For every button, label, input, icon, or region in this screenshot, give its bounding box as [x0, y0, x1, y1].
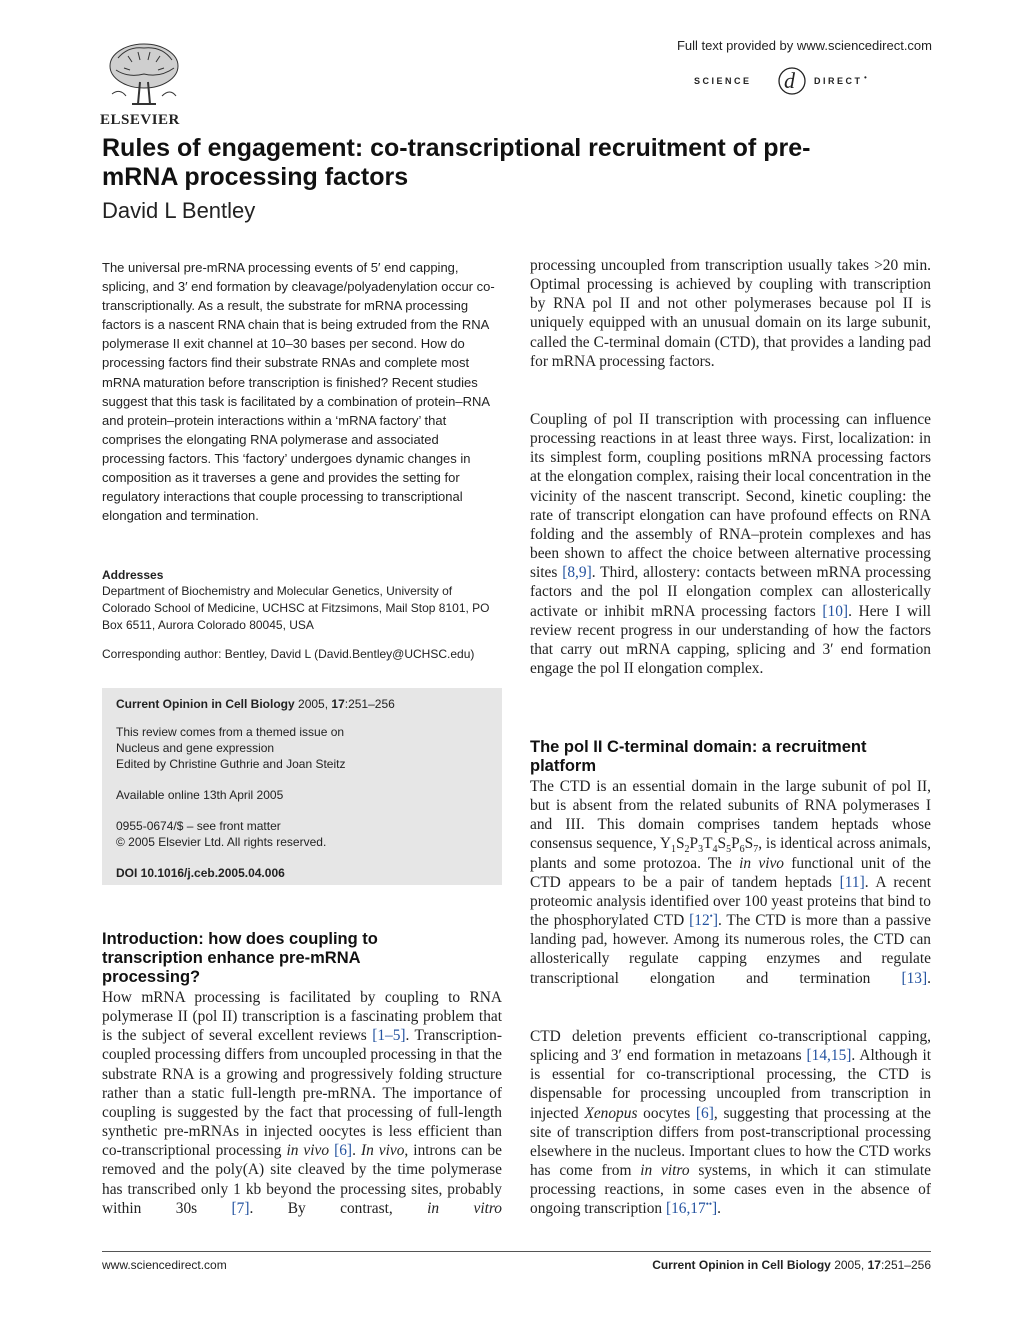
ctd-heading: The pol II C-terminal domain: a recruitment platform: [530, 738, 867, 775]
ref-link: [8,9]: [562, 564, 592, 582]
footer-divider: [102, 1251, 931, 1252]
article-author: David L Bentley: [102, 198, 256, 223]
citation-line: [116, 696, 486, 712]
ref-link: [6]: [334, 1142, 353, 1160]
svg-text:SCIENCE: SCIENCE: [694, 76, 752, 86]
journal-name: Current Opinion in Cell Biology: [116, 697, 295, 711]
footer-volume: 17: [867, 1258, 881, 1272]
abstract: The universal pre-mRNA processing events of 5′ end capping, splicing, and 3′ end formation by cleavage/polyadenylation occur co-transcriptionally. As a result, the substrate for mRNA processing factors is a nascent RNA chain that is being extruded from the RNA polymerase II exit channel at 10–30 bases per second. How do processing factors find their substrate RNAs and complete most mRNA maturation before transcription is finished? Recent studies suggest that this task is facilitated by a combination of protein–RNA and protein–protein interactions within a ‘mRNA factory’ that comprises the elongating RNA polymerase and associated processing factors. This ‘factory’ undergoes dynamic changes in composition as it traverses a gene and provides the setting for regulatory interactions that couple processing to transcriptional elongation and termination.: [102, 260, 495, 524]
publisher-wordmark: ELSEVIER: [100, 112, 180, 128]
footer-pages: :251–256: [880, 1258, 931, 1272]
copyright-line: © 2005 Elsevier Ltd. All rights reserved.: [116, 835, 327, 849]
ref-link: [14,15]: [806, 1047, 852, 1065]
intro-heading: Introduction: how does coupling to transcription enhance pre-mRNA processing?: [102, 930, 378, 986]
citation-pages: :251–256: [344, 697, 395, 711]
sciencedirect-logo: [694, 62, 874, 102]
full-text-note[interactable]: Full text provided by www.sciencedirect.com: [676, 38, 932, 53]
svg-text:d: d: [784, 68, 795, 93]
ref-link: [12•]: [689, 910, 718, 930]
footer-journal: Current Opinion in Cell Biology: [652, 1258, 831, 1272]
addresses-heading: Addresses: [102, 568, 164, 582]
corresponding-author: Corresponding author: Bentley, David L (David.Bentley@UCHSC.edu): [102, 647, 475, 661]
ref-link: [7]: [231, 1199, 250, 1217]
svg-text:DIRECT: DIRECT: [814, 76, 863, 86]
ref-link: [1–5]: [372, 1027, 406, 1045]
theme-line-2: Nucleus and gene expression: [116, 741, 275, 755]
ref-link: [6]: [695, 1104, 714, 1122]
right-paragraph-2: Coupling of pol II transcription with processing can influence processing reactions in at least three ways. First, localization: in its simplest form, coupling positions mRNA processing factors at the elongation complex, raising their local concentration in the vicinity of the nascent transcript. Second, kinetic coupling: the rate of transcript elongation can have profound effects on RNA folding and the assembly of RNA–protein complexes and has been shown to affect the choice between alternative processing sites [8,9]. Third, allostery: contacts between mRNA processing factors and the pol II elongation complex can allosterically activate or inhibit mRNA processing factors [10]. Here I will review recent progress in our understanding of how the factors that carry out mRNA capping, splicing and 3′ end formation engage the pol II elongation complex.: [530, 411, 931, 678]
article-info-box: [102, 688, 502, 885]
issn-line: 0955-0674/$ – see front matter: [116, 819, 281, 833]
right-paragraph-4: CTD deletion prevents efficient co-transcriptional capping, splicing and 3′ end formation in metazoans [14,15]. Although it is essential for co-transcriptional processing, the CTD is dispensable for processing uncoupled from transcription in injected Xenopus oocytes [6], suggesting that processing at the site of transcription differs from post-transcriptional processing elsewhere in the nucleus. Important clues to how the CTD works has come from in vitro systems, in which it can stimulate processing reactions, in some cases even in the absence of ongoing transcription [16,17••].: [530, 1028, 931, 1218]
ref-link: [11]: [839, 873, 865, 891]
ref-link: [16,17••]: [665, 1199, 718, 1218]
right-paragraph-3: The CTD is an essential domain in the large subunit of pol II, but is absent from the related subunits of RNA polymerases I and III. This domain comprises tandem heptads whose consensus sequence, $Y_1S_2P_3T_4S_5P_6S_7$, is identical across animals, plants and some protozoa. The in vivo functional unit of the CTD appears to be a pair of tandem heptads [11]. A recent proteomic analysis identified over 100 yeast proteins that bind to the phosphorylated CTD [12•]. The CTD is more than a passive landing pad, however. Among its numerous roles, the CTD can allosterically regulate capping enzymes and regulate transcriptional elongation and termination [13].: [530, 778, 932, 987]
citation-volume: 17: [331, 697, 345, 711]
footer-year: 2005,: [834, 1258, 865, 1272]
article-title: Rules of engagement: co-transcriptional recruitment of pre-mRNA processing factors: [102, 134, 811, 191]
ref-link: [13]: [901, 969, 928, 987]
ref-link: [10]: [822, 602, 849, 620]
right-paragraph-1: processing uncoupled from transcription usually takes >20 min. Optimal processing is achieved by coupling with transcription by RNA pol II and not other polymerases because pol II is uniquely equipped with an unusual domain on its large subunit, called the C-terminal domain (CTD), that provides a landing pad for mRNA processing factors.: [530, 257, 931, 370]
intro-paragraph-1: How mRNA processing is facilitated by coupling to RNA polymerase II (pol II) transcription is a fascinating problem that is the subject of several excellent reviews [1–5]. Transcription-coupled processing differs from uncoupled processing in that the substrate RNA is a growing and progressively folding structure rather than a static full-length pre-mRNA. The importance of coupling is suggested by the fact that processing of full-length synthetic pre-mRNAs in injected oocytes is less efficient than co-transcriptional processing in vivo [6]. In vivo, introns can be removed and the poly(A) site cleaved by the time polymerase has transcribed only 1 kb beyond the processing sites, probably within 30s [7]. By contrast, in vitro: [102, 989, 503, 1217]
addresses-text: Department of Biochemistry and Molecular Genetics, University of Colorado School of Medicine, UCHSC at Fitzsimons, Mail Stop 8101, PO Box 6511, Aurora Colorado 80045, USA: [102, 584, 490, 632]
citation-year: 2005,: [298, 697, 329, 711]
theme-line-1: This review comes from a themed issue on: [116, 725, 345, 739]
available-online: Available online 13th April 2005: [116, 788, 284, 802]
doi-line[interactable]: DOI 10.1016/j.ceb.2005.04.006: [116, 866, 285, 880]
footer-url[interactable]: www.sciencedirect.com: [102, 1258, 227, 1272]
svg-text:•: •: [864, 73, 867, 82]
footer-citation: [652, 1258, 931, 1272]
theme-line-3: Edited by Christine Guthrie and Joan Steitz: [116, 757, 346, 771]
